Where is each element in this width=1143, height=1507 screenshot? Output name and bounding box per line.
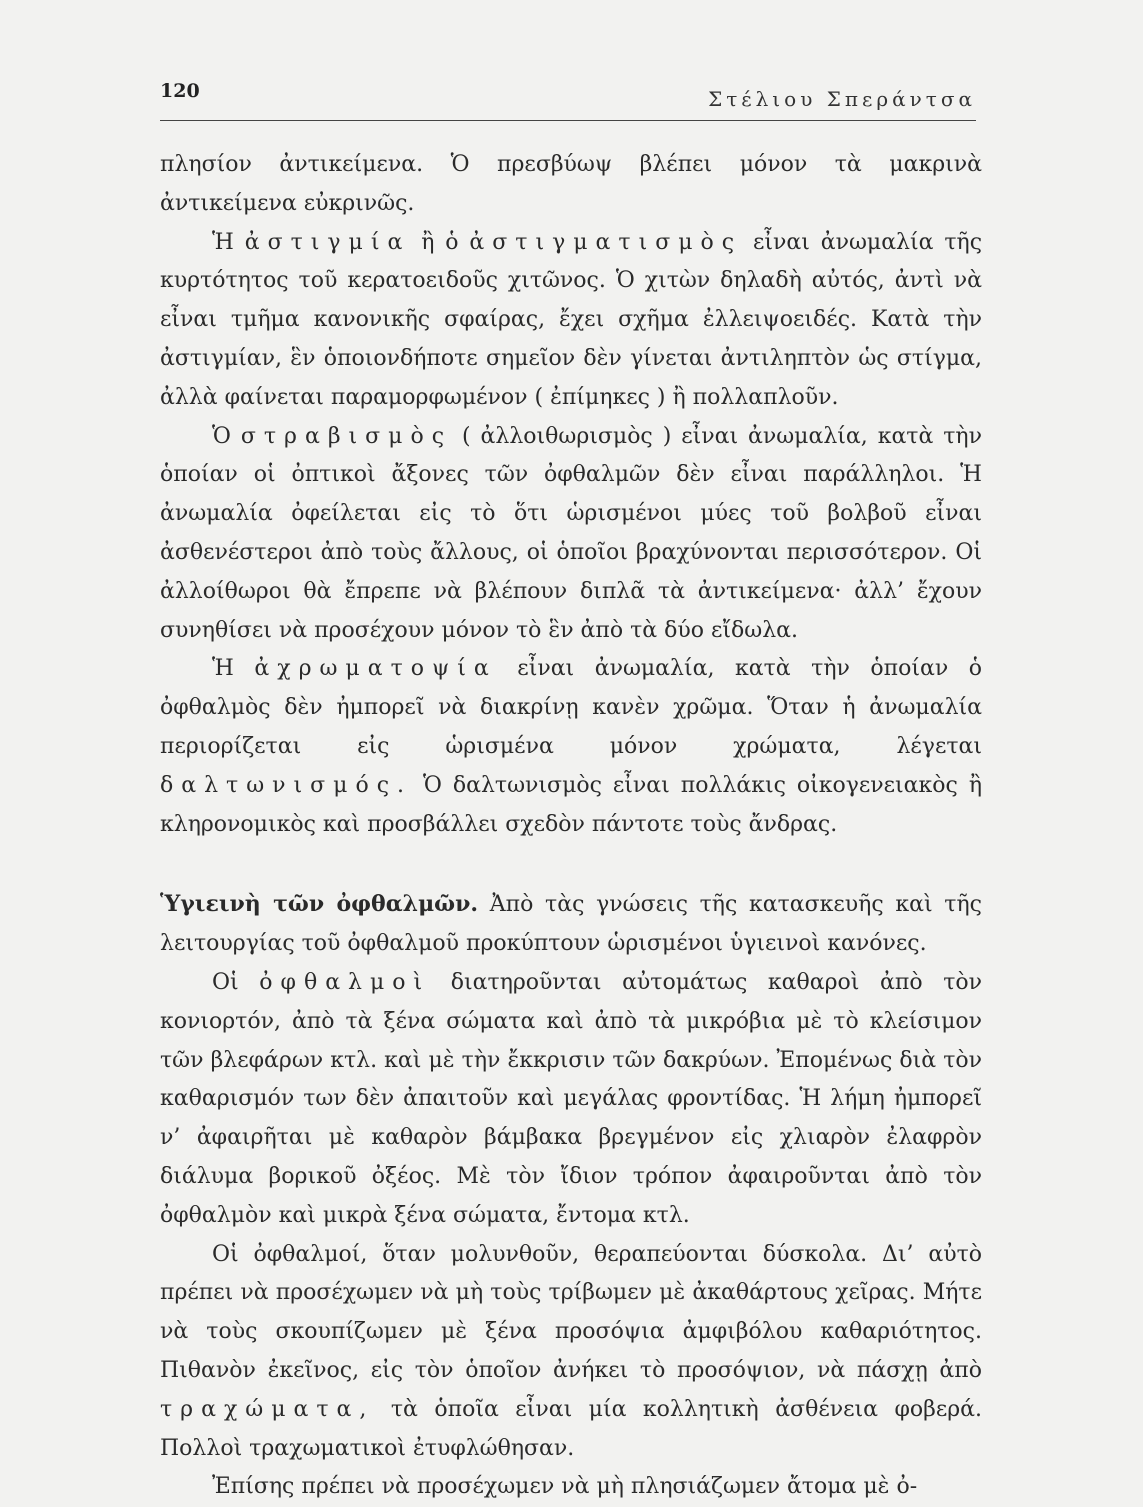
term-achromatopsia: ἀχρωματοψία — [254, 656, 497, 682]
paragraph-intro: Οἱ — [212, 969, 239, 995]
paragraph-astigmia — [160, 224, 982, 418]
section-heading: Ὑγιεινὴ τῶν ὀφθαλμῶν. — [160, 891, 479, 918]
paragraph-body: Ἀπὸ τὰς γνώσεις τῆς κατασκευῆς καὶ τῆς λειτουργίας τοῦ ὀφθαλμοῦ προκύπτουν ὡρισμένοι ὑγιεινοὶ κανόνες. — [160, 892, 982, 957]
page-header — [160, 80, 976, 121]
paragraph-achromatopsia — [160, 650, 982, 844]
term-ophthalmoi: ὀφθαλμοὶ — [259, 969, 431, 995]
paragraph-intro: Ἡ — [212, 656, 234, 682]
body-text — [160, 146, 982, 1507]
paragraph-infection — [160, 1236, 982, 1469]
running-head: Στέλιου Σπεράντσα — [708, 87, 976, 111]
term-trachomata: τραχώματα, — [160, 1396, 375, 1422]
paragraph-body: διατηροῦνται αὐτομάτως καθαροὶ ἀπὸ τὸν κονιορτόν, ἀπὸ τὰ ξένα σώματα καὶ ἀπὸ τὰ μικρόβια μὲ τὸ κλείσιμον τῶν βλεφάρων κτλ. καὶ μὲ τὴν ἔκκρισιν τῶν δακρύων. Ἐπομένως διὰ τὸν καθαρισμόν των δὲν ἀπαιτοῦν καὶ μεγάλας φροντίδας. Ἡ λήμη ἠμπορεῖ ν’ ἀφαιρῆται μὲ καθαρὸν βάμβακα βρεγμένον εἰς χλιαρὸν ἐλαφρὸν διάλυμα βορικοῦ ὀξέος. Μὲ τὸν ἴδιον τρόπον ἀφαιροῦνται ἀπὸ τὸν ὀφθαλμὸν καὶ μικρὰ ξένα σώματα, ἔντομα κτλ. — [160, 969, 983, 1228]
paragraph-body: εἶναι ἀνωμαλία, κατὰ τὴν ὁποίαν ὁ ὀφθαλμὸς δὲν ἠμπορεῖ νὰ διακρίνῃ κανὲν χρῶμα. Ὅταν ἡ ἀνωμαλία περιορίζεται εἰς ὡρισμένα μόνον χρώματα, λέγεται — [160, 656, 983, 759]
paragraph-body-end: Ὁ δαλτωνισμὸς εἶναι πολλάκις οἰκογενειακὸς ἢ κληρονομικὸς καὶ προσβάλλει σχεδὸν πάντοτε τοὺς ἄνδρας. — [160, 772, 982, 837]
paragraph-body: εἶναι ἀνωμαλία τῆς κυρτότητος τοῦ κερατοειδοῦς χιτῶνος. Ὁ χιτὼν δηλαδὴ αὐτός, ἀντὶ νὰ εἶναι τμῆμα κανονικῆς σφαίρας, ἔχει σχῆμα ἐλλειψοειδές. Κατὰ τὴν ἀστιγμίαν, ἓν ὁποιονδήποτε σημεῖον δὲν γίνεται ἀντιληπτὸν ὡς στίγμα, ἀλλὰ φαίνεται παραμορφωμένον ( ἐπίμηκες ) ἢ πολλαπλοῦν. — [160, 229, 983, 410]
paragraph-last: Ἐπίσης πρέπει νὰ προσέχωμεν νὰ μὴ πλησιάζωμεν ἄτομα μὲ ὀ- — [212, 1474, 918, 1500]
paragraph-body: Οἱ ὀφθαλμοί, ὅταν μολυνθοῦν, θεραπεύονται δύσκολα. Δι’ αὐτὸ πρέπει νὰ προσέχωμεν νὰ μὴ τοὺς τρίβωμεν μὲ ἀκαθάρτους χεῖρας. Μήτε νὰ τοὺς σκουπίζωμεν μὲ ξένα προσόψια ἀμφιβόλου καθαριότητος. Πιθανὸν ἐκεῖνος, εἰς τὸν ὁποῖον ἀνήκει τὸ προσόψιον, νὰ πάσχῃ ἀπὸ — [160, 1241, 982, 1383]
paragraph-body: ( ἀλλοιθωρισμὸς ) εἶναι ἀνωμαλία, κατὰ τὴν ὁποίαν οἱ ὀπτικοὶ ἄξονες τῶν ὀφθαλμῶν δὲν εἶναι παράλληλοι. Ἡ ἀνωμαλία ὀφείλεται εἰς τὸ ὅτι ὡρισμένοι μύες τοῦ βολβοῦ εἶναι ἀσθενέστεροι ἀπὸ τοὺς ἄλλους, οἱ ὁποῖοι βραχύνονται περισσότερον. Οἱ ἀλλοίθωροι θὰ ἔπρεπε νὰ βλέπουν διπλᾶ τὰ ἀντικείμενα· ἀλλ’ ἔχουν συνηθίσει νὰ προσέχουν μόνον τὸ ἓν ἀπὸ τὰ δύο εἴδωλα. — [160, 423, 982, 643]
paragraph-intro: Ὁ — [212, 423, 231, 449]
paragraph-body-end: τὰ ὁποῖα εἶναι μία κολλητικὴ ἀσθένεια φοβερά. Πολλοὶ τραχωματικοὶ ἐτυφλώθησαν. — [160, 1396, 982, 1461]
term-strabismos: στραβισμὸς — [240, 423, 453, 449]
paragraph-strabismos — [160, 418, 982, 651]
paragraph-ophthalmoi — [160, 964, 982, 1236]
section-hygiene — [160, 885, 982, 964]
paragraph-connector: ἢ ὁ — [421, 229, 459, 255]
paragraph-intro: Ἡ — [212, 229, 234, 255]
term-astigmia: ἀστιγμία — [244, 229, 411, 255]
paragraph-1: πλησίον ἀντικείμενα. Ὁ πρεσβύωψ βλέπει μόνον τὰ μακρινὰ ἀντικείμενα εὐκρινῶς. — [160, 152, 982, 216]
term-daltonismos: δαλτωνισμός. — [160, 772, 413, 798]
page-number: 120 — [160, 80, 200, 102]
term-astigmatismos: ἀστιγματισμὸς — [469, 229, 743, 255]
